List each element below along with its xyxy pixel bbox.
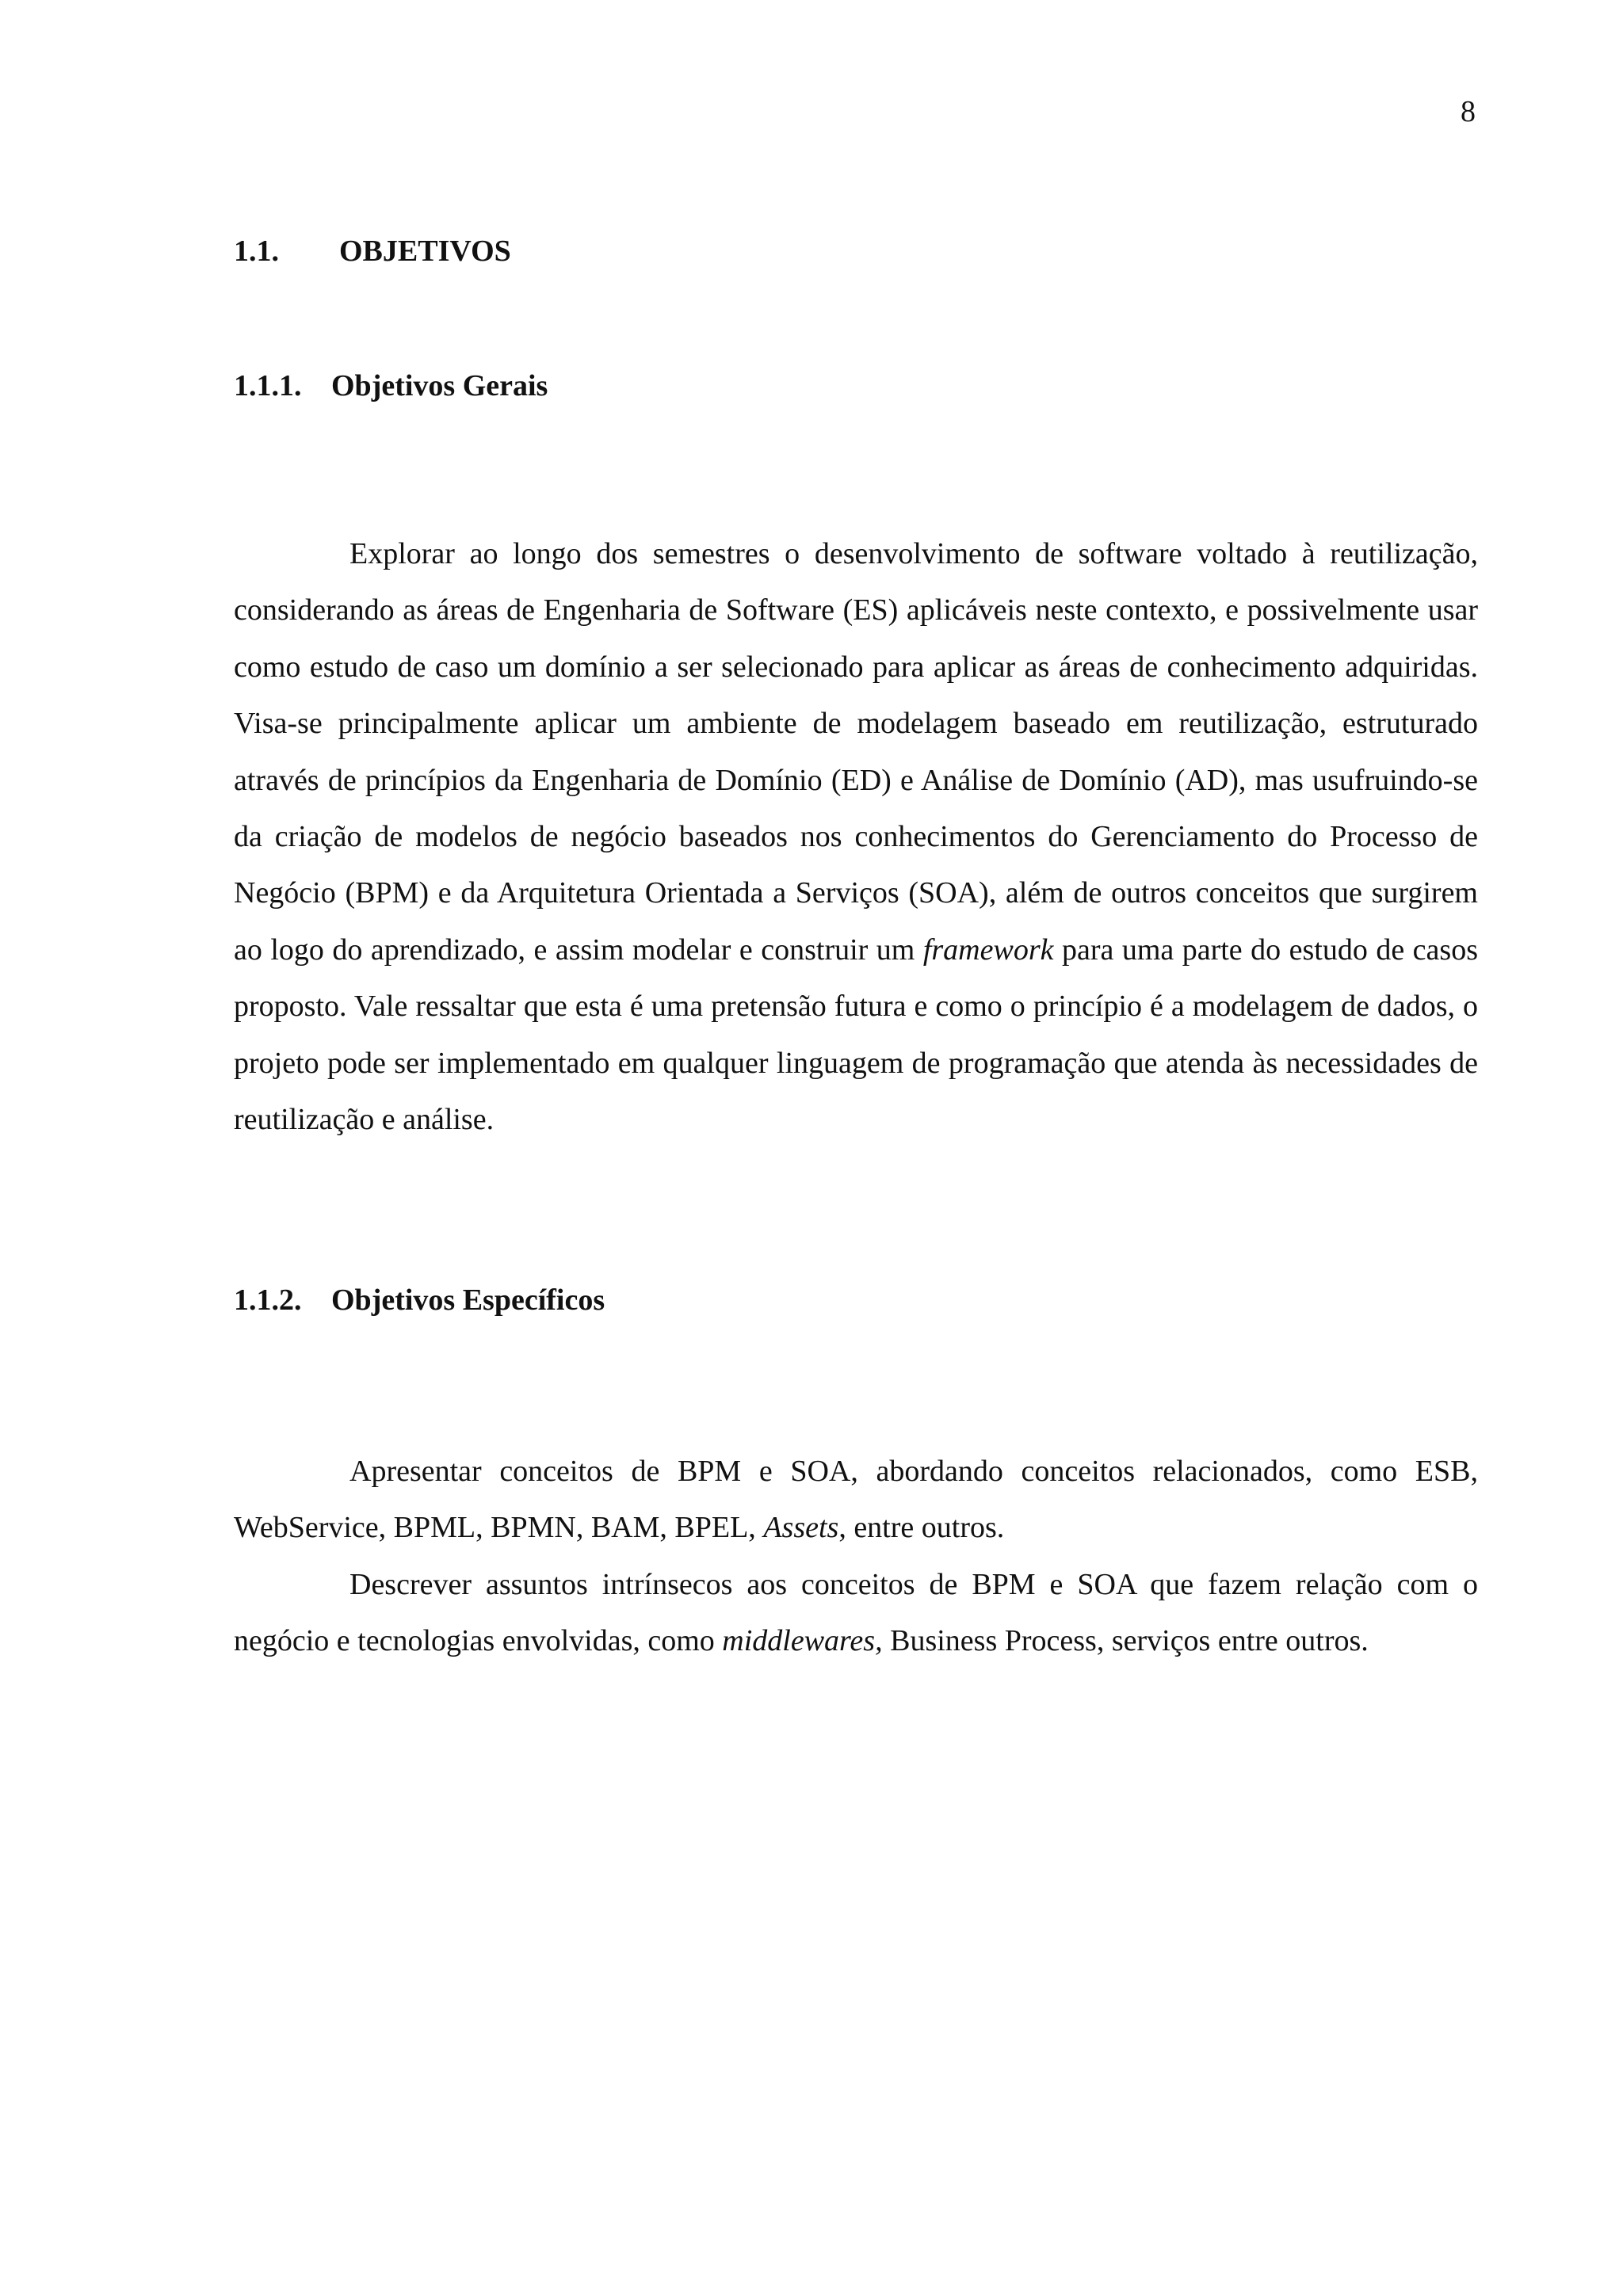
specific2-text-end: Business Process, serviços entre outros. — [882, 1624, 1369, 1658]
specific1-text-start: Apresentar conceitos de BPM e SOA, abordando conceitos relacionados, como ESB, WebService, BPML, BPMN, BAM, BPEL, — [234, 1455, 1478, 1545]
general-text-start: Explorar ao longo dos semestres o desenvolvimento de software voltado à reutilização, considerando as áreas de Engenharia de Software (ES) aplicáveis neste contexto, e possivelmente usar como estudo de caso um domínio a ser selecionado para aplicar as áreas de conhecimento adquiridas. Visa-se principalmente aplicar um ambiente de modelagem baseado em reutilização, estruturado através de princípios da Engenharia de Domínio (ED) e Análise de Domínio (AD), mas usufruindo-se da criação de modelos de negócio baseados nos conhecimentos do Gerenciamento do Processo de Negócio (BPM) e da Arquitetura Orientada a Serviços (SOA), além de outros conceitos que surgirem ao logo do aprendizado, e assim modelar e construir um — [234, 537, 1478, 967]
general-text-end: para uma parte do estudo de casos proposto. Vale ressaltar que esta é uma pretensão futura e como o princípio é a modelagem de dados, o projeto pode ser implementado em qualquer linguagem de programação que atenda às necessidades de reutilização e análise. — [234, 933, 1478, 1137]
specific1-text-end: , entre outros. — [838, 1511, 1005, 1545]
general-objectives-paragraph — [234, 526, 1478, 1148]
subsection-title-specific: Objetivos Específicos — [331, 1283, 605, 1317]
specific-objectives-paragraph-1 — [234, 1444, 1478, 1557]
section-title: OBJETIVOS — [339, 235, 511, 268]
subsection-heading-general — [234, 371, 548, 401]
general-italic-term: framework — [922, 933, 1054, 967]
subsection-title-general: Objetivos Gerais — [331, 369, 548, 402]
specific1-italic-term: Assets — [763, 1511, 839, 1545]
subsection-heading-specific — [234, 1285, 605, 1315]
subsection-number-general: 1.1.1. — [234, 369, 302, 402]
page-number: 8 — [1461, 95, 1476, 128]
section-number: 1.1. — [234, 235, 279, 268]
specific2-italic-term: middlewares, — [722, 1624, 883, 1658]
subsection-number-specific: 1.1.2. — [234, 1283, 302, 1317]
section-heading — [234, 236, 511, 266]
specific-objectives-paragraph-2 — [234, 1557, 1478, 1670]
specific2-text-start: Descrever assuntos intrínsecos aos conceitos de BPM e SOA que fazem relação com o negócio e tecnologias envolvidas, como — [234, 1568, 1478, 1658]
